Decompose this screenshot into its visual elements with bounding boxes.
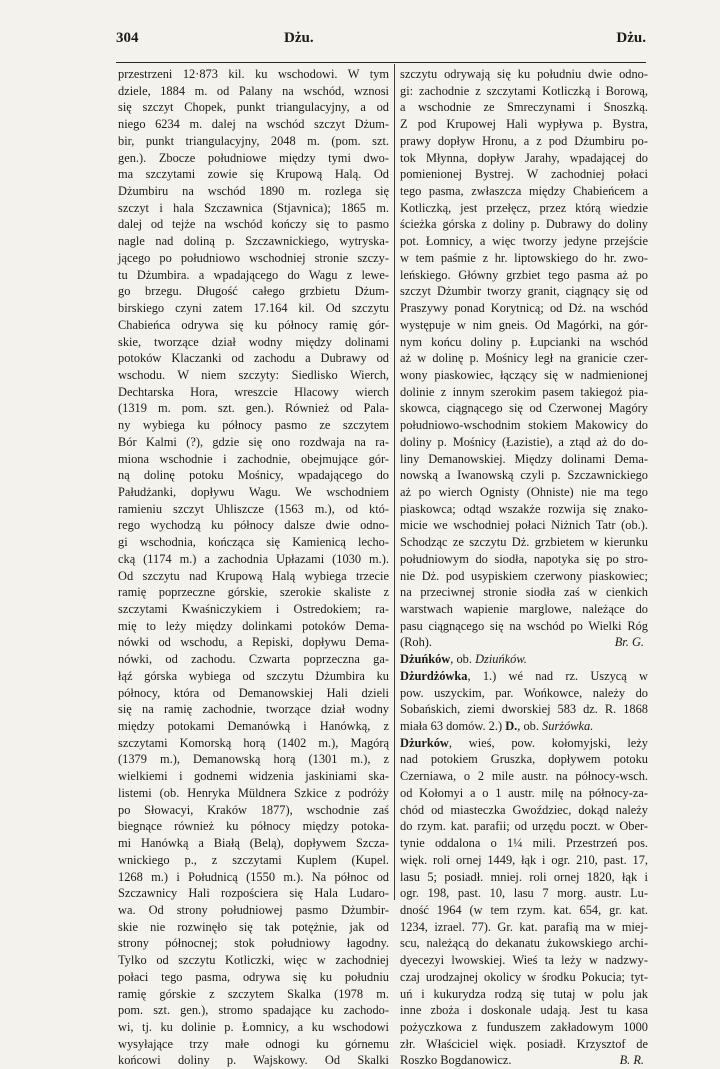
text-line: Dżumbiru na wschód 1890 m. rozlega się (118, 184, 389, 199)
text-line: występuje w nim gneis. Od Magórki, na gór- (400, 317, 648, 332)
text-line: nad potokiem Gruszka, dopływem potoku (400, 752, 648, 767)
text-line: nagle nad doliną p. Szczawnickiego, wytryska- (118, 234, 389, 249)
text-line: 1268 m.) i Południcą (1550 m.). Na północ od (118, 869, 389, 884)
text-line: ogr. 198, past. 10, lasu 7 morg. austr. Lu- (400, 886, 648, 901)
text-line: Dechtarska Hora, wreszcie Hlacowy wierch (118, 384, 389, 399)
text-line: lasu 5; posiadł. mniej. roli ornej 1820, łąk i (400, 869, 648, 884)
entry-dzunkow (400, 651, 648, 668)
text-line: potoków Klaczanki od zachodu a Dubrawy od (118, 351, 389, 366)
text-line (400, 1052, 648, 1069)
text-line: Schodząc ze szczytu Dż. grzbietem w kierunku (400, 535, 648, 550)
entry-headword: Dżurków (400, 735, 449, 750)
text-line: pożyczkowa z funduszem zakładowym 1000 (400, 1019, 648, 1034)
line-text: , ob. (517, 719, 539, 734)
text-line: ścieżka górska z doliny p. Dubrawy do doliny (400, 217, 648, 232)
text-line: gi: zachodnie z szczytami Kotliczką i Borową, (400, 83, 648, 98)
text-line: Czerniawa, o 2 mile austr. na północy-wsch. (400, 769, 648, 784)
text-line: nym końcu doliny p. Łupcianki na wschód (400, 334, 648, 349)
text-line: chód od miasteczka Gwoździec, dokąd należy (400, 802, 648, 817)
text-line: czaj urodzajnej okolicy w środku Pokucia; tyt- (400, 969, 648, 984)
text-line: aż w dolinę p. Mośnicy legł na granicie czer- (400, 351, 648, 366)
text-line: południowym do siodła, napotyka się po stro- (400, 551, 648, 566)
text-line: północy, która od Demanowskiej Hali dzieli (118, 685, 389, 700)
text-line: mi Hanówką a Białą (Belą), dopływem Szcza- (118, 836, 389, 851)
text-line: Kotliczką, jest przełęcz, przez którą wiedzie (400, 200, 648, 215)
left-column (118, 66, 389, 1068)
text-line: inne zboża i doskonale udają. Jest tu kasa (400, 1003, 648, 1018)
author-signature: Br. G. (614, 635, 644, 650)
text-line: wschodu. W niem szczyty: Siedlisko Wierch, (118, 367, 389, 382)
author-signature: B. R. (619, 1053, 644, 1068)
text-line: a wschodnie ze Smreczynami i Snoszką. (400, 100, 648, 115)
line-text: Roszko Bogdanowicz. (400, 1053, 512, 1068)
text-line: aż po wierch Ognisty (Ohniste) nie ma tego (400, 484, 648, 499)
text-line: do rzym. kat. parafii; od urzędu poczt. w Ober- (400, 819, 648, 834)
text-line: Chabieńca odrywa się ku północy ramię gór- (118, 317, 389, 332)
text-line: leńskiego. Główny grzbiet tego pasma aż po (400, 267, 648, 282)
text-line: ną dolinę potoku Mośnicy, wpadającego do (118, 468, 389, 483)
header-rule (116, 62, 646, 63)
text-line: cką (1174 m.) a zachodnia Upłazami (1030 m.). (118, 551, 389, 566)
text-line: nówki od wschodu, a Repiski, dopływu Dema- (118, 635, 389, 650)
line-text: , wieś, pow. kołomyjski, leży (448, 735, 648, 750)
text-line: skowca, ciągnącego się od Czerwonej Magóry (400, 401, 648, 416)
running-header (116, 30, 646, 52)
text-line: wi, tj. ku dolinie p. Łomnicy, a ku wschodowi (118, 1019, 389, 1034)
entry-dzurkow-body (400, 751, 648, 1052)
left-running-head: Dżu. (284, 30, 314, 46)
right-column (400, 66, 648, 1068)
text-line: gen.). Zbocze południowe między tymi dwo- (118, 150, 389, 165)
text-line: szczyt i hala Szczawnica (Stjavnica); 1865 m. (118, 200, 389, 215)
text-line: ramię górskie z szczytem Skalka (1978 m. (118, 986, 389, 1001)
entry-headword: Dżurdżówka (400, 668, 468, 683)
text-line: niego 6234 m. dalej na wschód szczyt Dżum- (118, 117, 389, 132)
text-line: mię to leży między dolinkami potoków Dema- (118, 618, 389, 633)
text-line: pot. Łomnicy, a więc tworzy jedyne przejście (400, 234, 648, 249)
line-text: miała 63 domów. 2.) (400, 719, 503, 734)
text-line: doliny p. Mośnicy (Łazistie), a ztąd aż do do- (400, 434, 648, 449)
text-line: dalej od tejże na wschód kończy się to pasmo (118, 217, 389, 232)
text-line: nowską a Iwanowską czyli p. Szczawnickiego (400, 468, 648, 483)
entry-headword: Dżuńków (400, 652, 451, 667)
text-line: od Kołomyi a o 1 austr. milę na północy-za- (400, 785, 648, 800)
text-line (400, 718, 648, 735)
text-line: południowo-wschodnim stokiem Makowicy do (400, 418, 648, 433)
text-line: micie we wschodniej połaci Niżnich Tatr (ob.). (400, 518, 648, 533)
text-line: piaskowca; odtąd wszakże rozwija się znako- (400, 501, 648, 516)
text-line: bir, punkt triangulacyjny, 2048 m. (pom. szt. (118, 133, 389, 148)
right-running-head: Dżu. (616, 30, 646, 46)
text-line: po Słowacyi, Kraków 1877), wschodnie zaś (118, 802, 389, 817)
text-line: tynie oddalona o 1¼ mili. Przestrzeń pos. (400, 836, 648, 851)
text-line: Pałudżanki, dopływu Wagu. We wschodniem (118, 484, 389, 499)
cross-reference: Dziuńków. (475, 652, 527, 667)
text-line: dyecezyi lwowskiej. Wieś ta leży w nadzwy- (400, 953, 648, 968)
text-line: pasu ciągnącego się na wschód po Wielki Róg (400, 618, 648, 633)
text-line: (1319 m. pom. szt. gen.). Również od Pala- (118, 401, 389, 416)
text-line: ramię poprzeczne górskie, szerokie skaliste z (118, 585, 389, 600)
text-line: nówki, od zachodu. Czwarta poprzeczna ga- (118, 652, 389, 667)
text-line: ramieniu szczyt Uhliszcze (1563 m.), od któ- (118, 501, 389, 516)
text-line: tego pasma, zwłaszcza między Chabieńcem a (400, 184, 648, 199)
text-line: złr. Właściciel więk. posiadł. Krzysztof de (400, 1036, 648, 1051)
line-text: (Roh). (400, 635, 433, 650)
line-text: , 1.) wé nad rz. Uszycą w (467, 668, 648, 683)
text-line: wa. Od strony południowej pasmo Dżumbir- (118, 902, 389, 917)
text-line: miona wschodnie i zachodnie, obejmujące gór- (118, 451, 389, 466)
text-line: scu, należącą do dekanatu żukowskiego archi- (400, 936, 648, 951)
text-line: więk. roli ornej 1449, łąk i ogr. 210, past. 17, (400, 852, 648, 867)
entry-dzurdzowka-body (400, 685, 648, 735)
text-line: pomienionej Bystrej. W zachodniej połaci (400, 167, 648, 182)
text-line: gi wschodnia, kończąca się Kamienicą lecho- (118, 535, 389, 550)
text-line: połaci tego pasma, odrywa się ku południu (118, 969, 389, 984)
text-line: pow. uszyckim, par. Wońkowce, należy do (400, 685, 648, 700)
text-line: biegnące również ku północy między potoka- (118, 819, 389, 834)
text-line: szczyt Dżumbir tworzy granit, ciągnący się od (400, 284, 648, 299)
text-line: tok Młynna, dopływ Jarahy, wpadającej do (400, 150, 648, 165)
text-line: ma szczytami zowie się Krupową Halą. Od (118, 167, 389, 182)
line-text: , ob. (450, 652, 472, 667)
text-line: nie Dż. pod usypiskiem czerwony piaskowiec; (400, 568, 648, 583)
text-line: przestrzeni 12·873 kil. ku wschodowi. W tym (118, 67, 389, 81)
text-line: go brzegu. Długość całego grzbietu Dżum- (118, 284, 389, 299)
text-line: dność 1964 (w tem rzym. kat. 654, gr. kat. (400, 902, 648, 917)
text-line: łąź górska wybiega od szczytu Dżumbira ku (118, 668, 389, 683)
text-line: 1234, izrael. 77). Gr. kat. parafią ma w miej- (400, 919, 648, 934)
text-line: szczytami Kwaśniczykiem i Ostredokiem; ra- (118, 602, 389, 616)
text-line: jącego po południowo wschodniej stronie szczy- (118, 250, 389, 265)
text-line: w tem paśmie z hr. liptowskiego do hr. zwo- (400, 250, 648, 265)
text-line: tu Dżumbira. a wpadającego do Wagu z lewe- (118, 267, 389, 282)
text-line: dolinie z innym szerokim pasem takiegoż pia- (400, 384, 648, 399)
text-line: prawy dopływ Hronu, a z pod Dżumbiru po- (400, 133, 648, 148)
text-line: Szczawnicy Hali rozpościera się Hala Ludaro- (118, 886, 389, 901)
text-line: wielkiemi i godnemi widzenia jaskiniami ska- (118, 769, 389, 784)
text-line: szczytami Komorską horą (1402 m.), Magórą (118, 735, 389, 750)
text-line: listemi (ob. Henryka Müldnera Szkice z podróży (118, 785, 389, 800)
text-line: Bór Kalmi (?), gdzie się ono rozdwaja na ra- (118, 434, 389, 449)
text-line: Sobańskich, ziemi dworskiej 583 dz. R. 1868 (400, 702, 648, 717)
text-line: warstwach wapienie marglowe, należące do (400, 602, 648, 616)
entry-subheadword: D. (505, 719, 518, 734)
text-line: ny wybiega ku północy pasmo ze szczytem (118, 418, 389, 433)
cross-reference: Surżówka. (542, 719, 594, 734)
text-line (400, 634, 648, 651)
entry-dzumbir-continuation (400, 66, 648, 634)
text-line: wysyłające trzy małe odnogi ku górnemu (118, 1036, 389, 1051)
text-line: (1379 m.), Demanowską horą (1301 m.), z (118, 752, 389, 767)
text-line: uń i kukurydza rodzą się tutaj w polu jak (400, 986, 648, 1001)
page-number: 304 (116, 30, 139, 46)
text-line: na przeciwnej stronie siodła zaś w cienkich (400, 585, 648, 600)
text-line: dziele, 1884 m. od Palany na wschód, wznosi (118, 83, 389, 98)
text-line: Praszywy ponad Korytnicą; od Dż. na wschód (400, 301, 648, 316)
text-line: birskiego czyni zatem 17.164 kil. Od szczytu (118, 301, 389, 316)
text-line: liny Demanowskiej. Między dolinami Dema- (400, 451, 648, 466)
text-line: Od szczytu nad Krupową Halą wybiega trzecie (118, 568, 389, 583)
text-line: wony piaskowiec, łączący się w nadmienionej (400, 367, 648, 382)
text-line: wnickiego p., z szczytami Kuplem (Kupel. (118, 852, 389, 867)
text-line: końcowi doliny p. Wajskowy. Od Skalki (118, 1053, 389, 1068)
text-line: Z pod Krupowej Hali wypływa p. Bystra, (400, 117, 648, 132)
text-line: pom. szt. gen.), stromo spadające ku zachodo- (118, 1003, 389, 1018)
text-line: Tylko od szczytu Kotliczki, więc w zachodniej (118, 953, 389, 968)
text-line: szczytu odrywają się ku południu dwie odno- (400, 67, 648, 81)
text-line: między potokami Demanówką i Hanówką, z (118, 719, 389, 734)
text-line: skie, tworzące dział wodny między dolinami (118, 334, 389, 349)
text-line: się szczyt Chopek, punkt triangulacyjny, a od (118, 100, 389, 115)
text-line: skie nie rozwinęło się tak potężnie, jak od (118, 919, 389, 934)
entry-dzurdzowka (400, 668, 648, 685)
column-divider (394, 64, 395, 900)
text-line: się na ramię zachodnie, tworzące dział wodny (118, 702, 389, 717)
entry-dzurkow (400, 735, 648, 752)
text-line: strony północnej; stok południowy łagodny. (118, 936, 389, 951)
text-line: rego wychodzą ku północy dalsze dwie odno- (118, 518, 389, 533)
